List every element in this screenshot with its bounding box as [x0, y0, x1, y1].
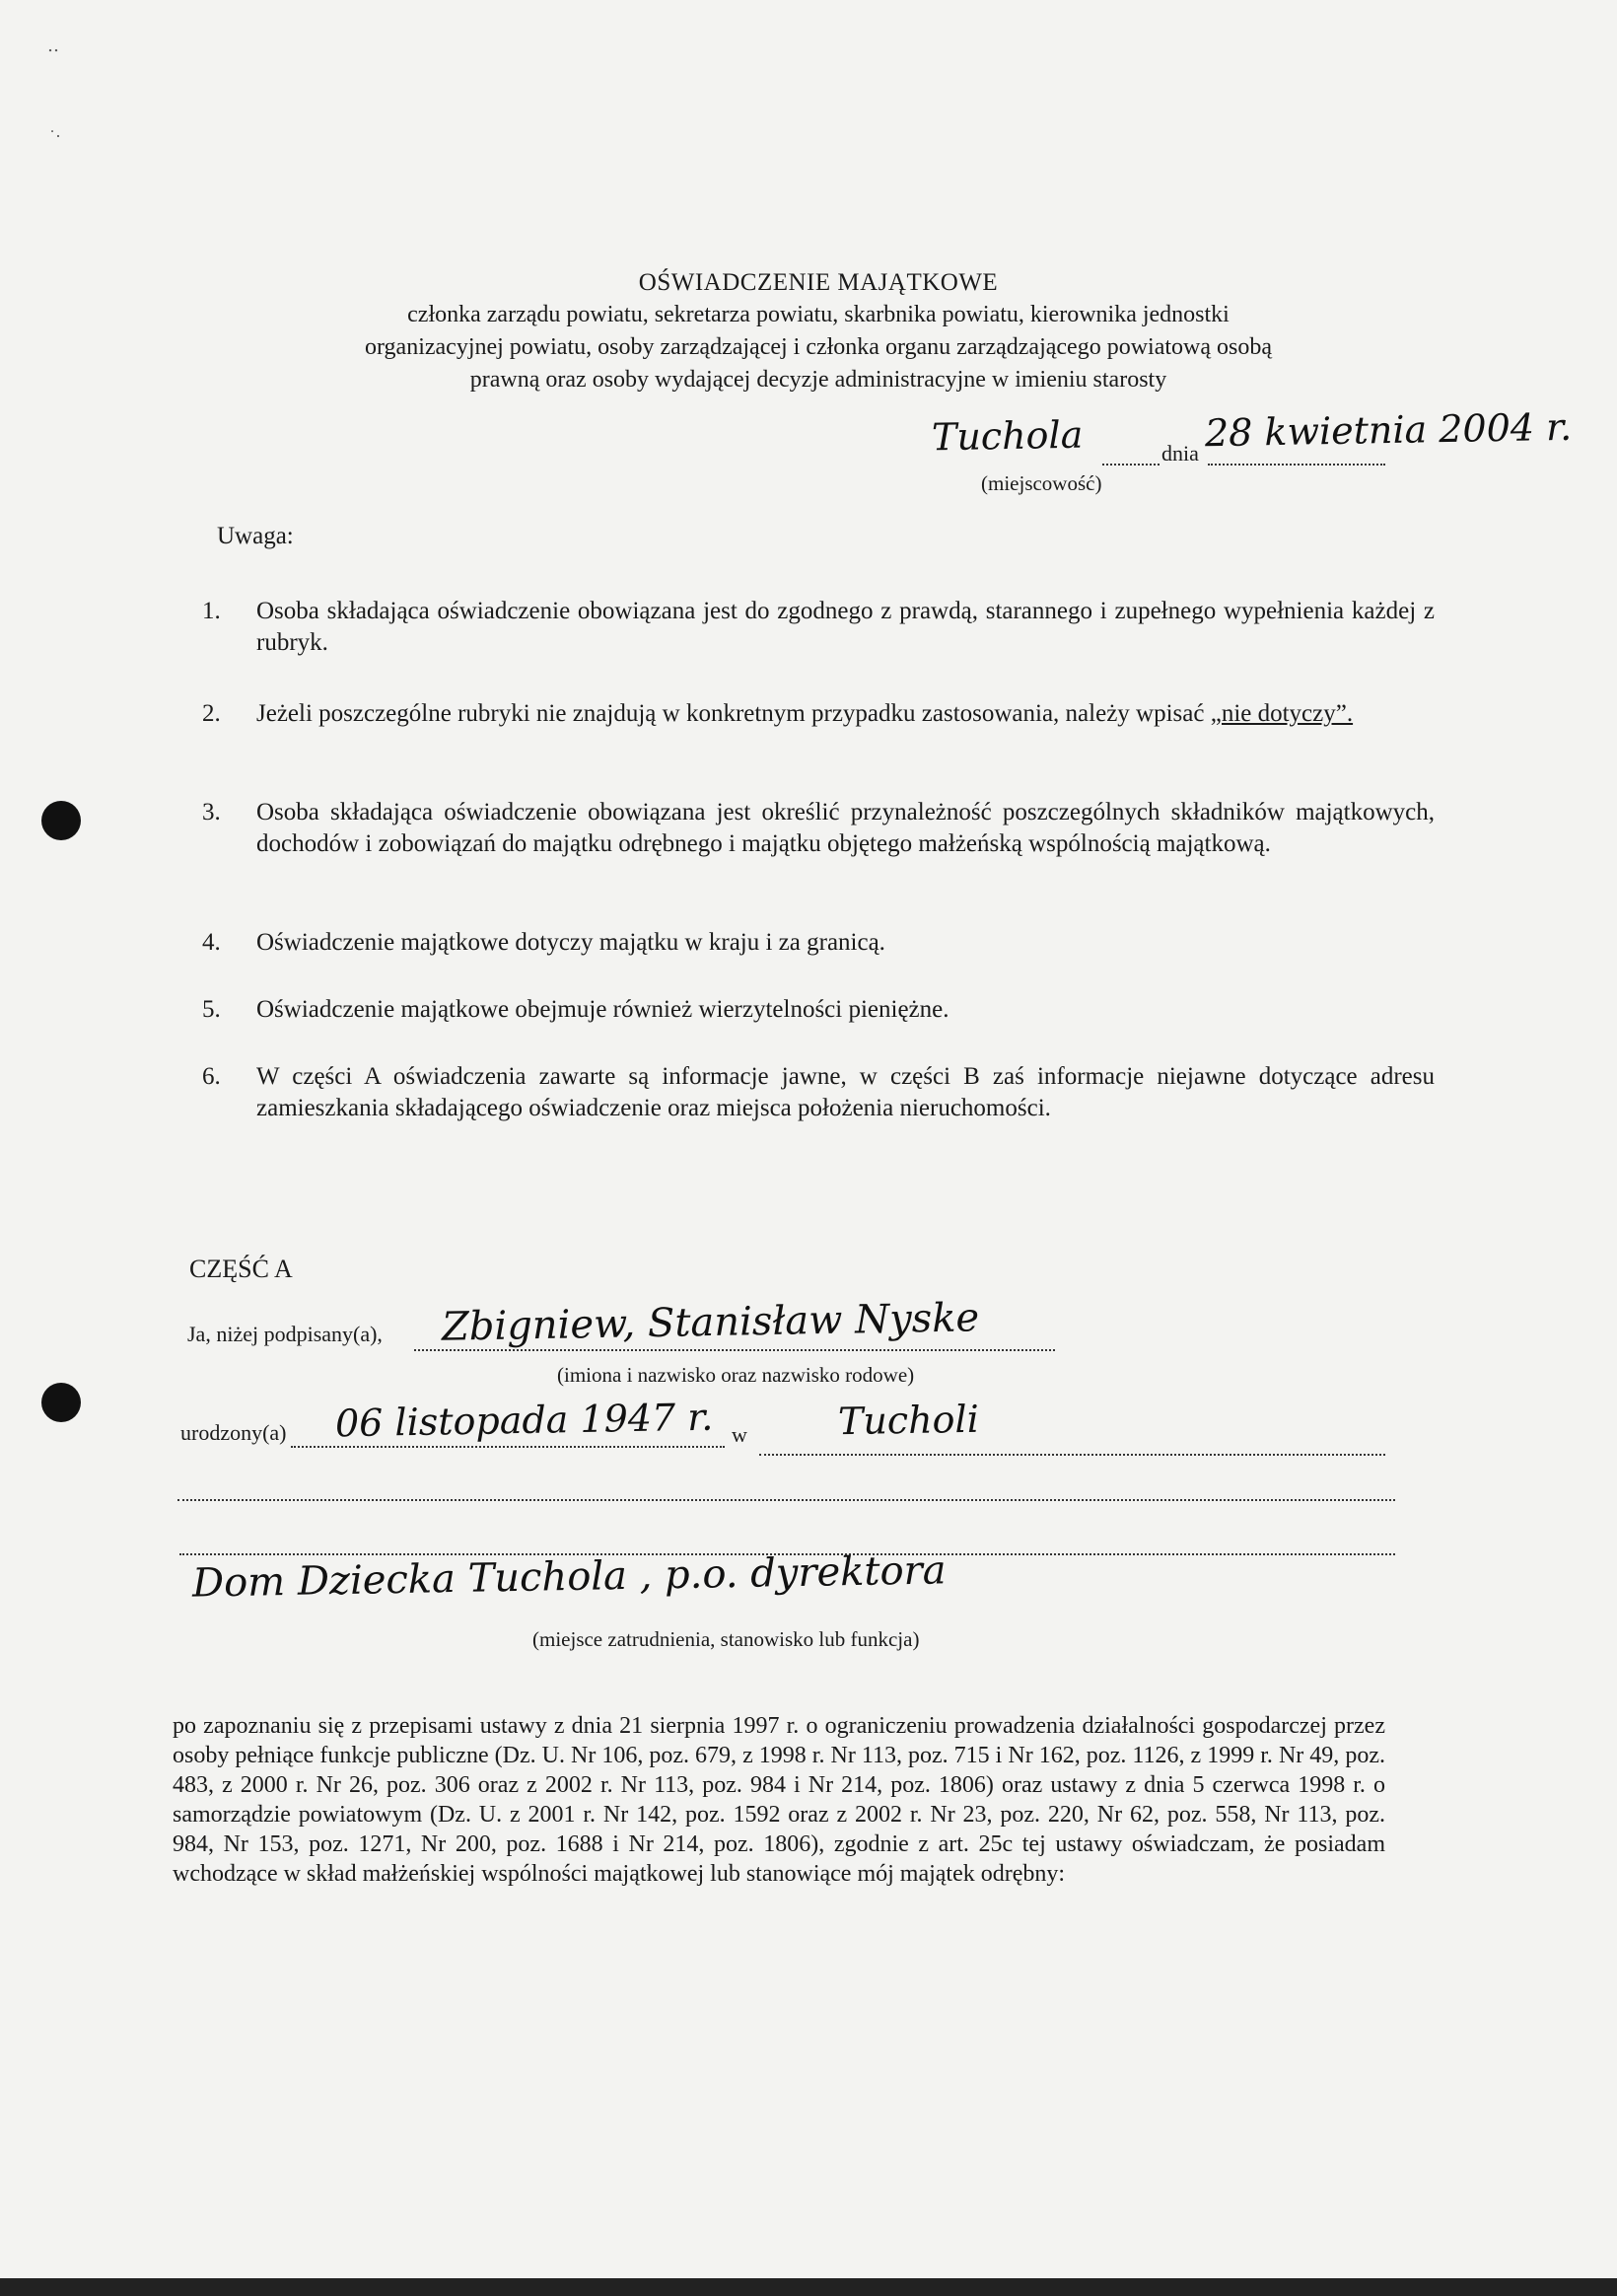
item-text: Osoba składająca oświadczenie obowiązana jest do zgodnego z prawdą, starannego i zupełnego wypełnienia każdej z rubryk.	[256, 598, 1435, 656]
uwaga-item	[202, 927, 1435, 959]
signer-label: Ja, niżej podpisany(a),	[187, 1322, 383, 1346]
born-place-handwritten: Tucholi	[837, 1397, 980, 1444]
scan-mark: ˙·	[49, 126, 61, 146]
born-place-dotted-line	[759, 1454, 1385, 1456]
item-number: 5.	[202, 996, 221, 1023]
blank-dotted-line	[177, 1499, 1395, 1501]
item-text: Oświadczenie majątkowe dotyczy majątku w kraju i za granicą.	[256, 929, 885, 956]
employment-caption: (miejsce zatrudnienia, stanowisko lub funkcja)	[532, 1627, 920, 1651]
born-label: urodzony(a)	[180, 1420, 287, 1445]
employment-handwritten: Dom Dziecka Tuchola , p.o. dyrektora	[191, 1547, 947, 1607]
dnia-label: dnia	[1161, 441, 1199, 466]
item-number: 6.	[202, 1063, 221, 1090]
item-text-main: Jeżeli poszczególne rubryki nie znajdują w konkretnym przypadku zastosowania, należy wpisać	[256, 700, 1211, 727]
scan-edge	[0, 2278, 1617, 2296]
item-text: Oświadczenie majątkowe obejmuje również wierzytelności pieniężne.	[256, 996, 949, 1023]
signer-handwritten: Zbigniew, Stanisław Nyske	[441, 1295, 980, 1350]
header	[237, 266, 1400, 396]
born-in-label: w	[732, 1422, 747, 1447]
subtitle-line: członka zarządu powiatu, sekretarza powiatu, skarbnika powiatu, kierownika jednostki	[407, 302, 1230, 327]
part-a-label: CZĘŚĆ A	[189, 1255, 293, 1283]
uwaga-item	[202, 797, 1435, 860]
document-title: OŚWIADCZENIE MAJĄTKOWE	[638, 269, 999, 296]
uwaga-item	[202, 596, 1435, 659]
item-number: 4.	[202, 929, 221, 956]
punch-hole	[41, 1383, 81, 1422]
place-handwritten: Tuchola	[931, 412, 1084, 460]
subtitle-line: organizacyjnej powiatu, osoby zarządzającej i członka organu zarządzającego powiatową osobą	[364, 334, 1272, 360]
date-handwritten: 28 kwietnia 2004 r.	[1204, 404, 1573, 456]
signer-caption: (imiona i nazwisko oraz nazwisko rodowe)	[557, 1363, 915, 1387]
signer-dotted-line	[414, 1349, 1055, 1351]
born-date-handwritten: 06 listopada 1947 r.	[334, 1395, 714, 1446]
item-number: 3.	[202, 799, 221, 825]
born-date-dotted-line	[291, 1446, 725, 1448]
uwaga-item	[202, 994, 1435, 1026]
item-text: Osoba składająca oświadczenie obowiązana jest określić przynależność poszczególnych składników majątkowych, dochodów i zobowiązań do majątku odrębnego i majątku objętego małżeńską wspólnością majątkową.	[256, 799, 1435, 857]
scan-mark: ‥	[47, 36, 60, 55]
subtitle-line: prawną oraz osoby wydającej decyzje administracyjne w imieniu starosty	[469, 367, 1167, 393]
item-number: 2.	[202, 700, 221, 727]
punch-hole	[41, 801, 81, 840]
uwaga-label: Uwaga:	[217, 523, 294, 549]
item-text: W części A oświadczenia zawarte są informacje jawne, w części B zaś informacje niejawne dotyczące adresu zamieszkania składającego oświadczenie oraz miejsca położenia nieruchomości.	[256, 1063, 1435, 1121]
item-number: 1.	[202, 598, 221, 624]
place-dotted-line	[1102, 464, 1160, 466]
place-caption: (miejscowość)	[981, 471, 1102, 495]
statement-text: po zapoznaniu się z przepisami ustawy z dnia 21 sierpnia 1997 r. o ograniczeniu prowadzenia działalności gospodarczej przez osoby pełniące funkcje publiczne (Dz. U. Nr 106, poz. 679, z 1998 r. Nr 113, poz. 715 i Nr 162, poz. 1126, z 1999 r. Nr 49, poz. 483, z 2000 r. Nr 26, poz. 306 oraz z 2002 r. Nr 113, poz. 984 i Nr 214, poz. 1806) oraz ustawy z dnia 5 czerwca 1998 r. o samorządzie powiatowym (Dz. U. z 2001 r. Nr 142, poz. 1592 oraz z 2002 r. Nr 23, poz. 220, Nr 62, poz. 558, Nr 113, poz. 984, Nr 153, poz. 1271, Nr 200, poz. 1688 i Nr 214, poz. 1806), zgodnie z art. 25c tej ustawy oświadczam, że posiadam wchodzące w skład małżeńskiej wspólności majątkowej lub stanowiące mój majątek odrębny:	[173, 1713, 1385, 1887]
date-dotted-line	[1208, 464, 1385, 466]
uwaga-item	[202, 698, 1435, 730]
item-text	[256, 698, 1435, 730]
uwaga-item	[202, 1061, 1435, 1124]
item-text-underlined: „nie dotyczy”.	[1210, 700, 1354, 727]
